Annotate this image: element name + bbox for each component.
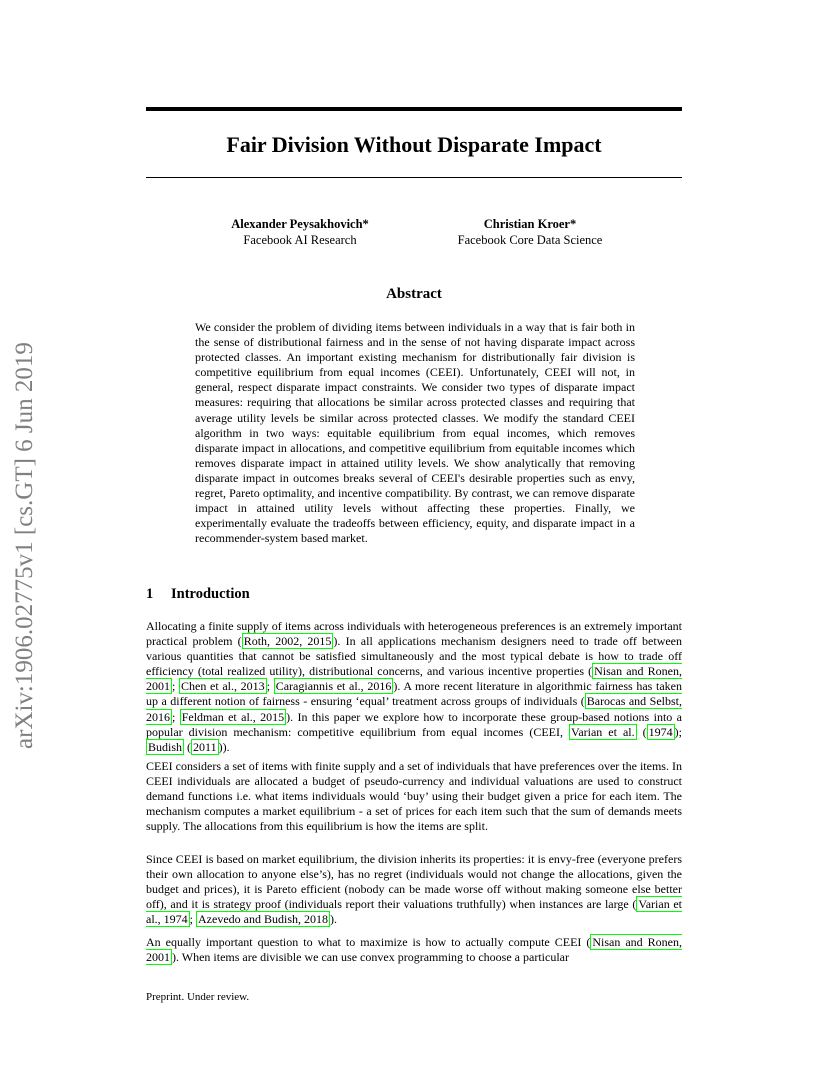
abstract-heading: Abstract: [386, 286, 442, 302]
text-run: Since CEEI is based on market equilibrium, the division inherits its properties: it is envy-free (everyone prefers their own allocation to anyone else’s), has no regret (individuals would not change the allocations, given the budget and prices), it is Pareto efficient (nobody can be made worse off without making someone else better off), and it is strategy proof (individuals report their valuations truthfully) when instances are large (: [146, 852, 682, 912]
citation-link[interactable]: Nisan and Ronen, 2001: [146, 935, 682, 965]
author-block-1: [200, 216, 400, 248]
section-heading: [146, 584, 682, 604]
citation-link[interactable]: Varian et al.: [570, 724, 635, 739]
text-run: ). A more recent literature in algorithmic fairness has taken up a different notion of fairness - ensuring ‘equal’ treatment across groups of individuals (: [146, 679, 683, 709]
paper-title: Fair Division Without Disparate Impact: [226, 132, 602, 157]
citation-link[interactable]: 1974: [648, 724, 673, 739]
author-affiliation: Facebook Core Data Science: [457, 233, 603, 247]
arxiv-identifier-text: arXiv:1906.02775v1 [cs.GT] 6 Jun 2019: [11, 342, 38, 749]
citation-link[interactable]: Budish: [148, 739, 183, 754]
citation-link[interactable]: Barocas and Selbst, 2016: [146, 694, 682, 724]
text-run: An equally important question to what to maximize is how to actually compute CEEI (: [146, 935, 591, 949]
footer-note: Preprint. Under review.: [146, 991, 250, 1003]
arxiv-identifier: [4, 297, 46, 749]
intro-paragraph-3: [146, 852, 682, 927]
intro-paragraph-1: [146, 619, 682, 755]
text-run: (: [184, 739, 192, 754]
text-run: ;: [189, 912, 197, 927]
citation-link[interactable]: Chen et al., 2013: [181, 679, 265, 694]
abstract-text: We consider the problem of dividing items between individuals in a way that is fair both in the sense of distributional fairness and in the sense of not having disparate impact across protected classes. An important existing mechanism for distributionally fair division is competitive equilibrium from equal incomes (CEEI). Unfortunately, CEEI will not, in general, respect disparate impact constraints. We consider two types of disparate impact measures: requiring that allocations be similar across protected classes and requiring that average utility levels be similar across protected classes. We modify the standard CEEI algorithm in two ways: equitable equilibrium from equal incomes, which removes disparate impact in allocations, and competitive equilibrium from equitable incomes which removes disparate impact in attained utility levels. We show analytically that removing disparate impact in outcomes breaks several of CEEI's desirable properties such as envy, regret, Pareto optimality, and incentive compatibility. By contrast, we can remove disparate impact in attained utility levels without affecting these properties. Finally, we experimentally evaluate the tradeoffs between efficiency, equity, and disparate impact in a recommender-system based market.: [195, 320, 635, 546]
citation-link[interactable]: Roth, 2002, 2015: [243, 634, 332, 649]
section-title: Introduction: [171, 586, 250, 602]
citation-link[interactable]: Varian et al., 1974: [146, 897, 682, 927]
text-run: ;: [172, 709, 180, 724]
author-name: Alexander Peysakhovich*: [231, 217, 369, 231]
text-run: ). In all applications mechanism designers need to trade off between various quantities that cannot be satisfied simultaneously and the most typical debate is how to trade off efficiency (total realized utility), distributional concerns, and various incentive properties (: [146, 634, 683, 679]
intro-paragraph-4: [146, 935, 682, 965]
text-run: Allocating a finite supply of items across individuals with heterogeneous preferences is an extremely important practical problem (: [146, 619, 682, 649]
citation-link[interactable]: Caragiannis et al., 2016: [275, 679, 392, 694]
intro-paragraph-2: CEEI considers a set of items with finite supply and a set of individuals that have preferences over the items. In CEEI individuals are allocated a budget of pseudo-currency and individual valuations are used to construct demand functions i.e. what items individuals would ‘buy’ using their budget given a price for each item. The mechanism computes a market equilibrium - a set of prices for each item such that the sum of demands meets supply. The allocations from this equilibrium is how the items are split.: [146, 759, 682, 834]
text-run: ).: [330, 912, 337, 927]
title-rule-bottom: [146, 177, 682, 178]
text-run: ). In this paper we explore how to incorporate these group-based notions into a popular division mechanism: competitive equilibrium from equal incomes (CEEI,: [146, 709, 682, 739]
text-run: (: [636, 724, 647, 739]
citation-link[interactable]: Feldman et al., 2015: [181, 709, 285, 724]
text-run: ). When items are divisible we can use convex programming to choose a particular: [172, 950, 569, 965]
text-run: ;: [266, 679, 274, 694]
author-block-2: [430, 216, 630, 248]
section-number: 1: [146, 586, 154, 602]
citation-link[interactable]: Nisan and Ronen, 2001: [146, 664, 682, 694]
author-affiliation: Facebook AI Research: [243, 233, 357, 247]
text-run: ;: [172, 679, 180, 694]
citation-link[interactable]: 2011: [193, 739, 217, 754]
citation-link[interactable]: Azevedo and Budish, 2018: [198, 912, 328, 927]
author-name: Christian Kroer*: [483, 217, 577, 231]
text-run: );: [674, 724, 682, 739]
text-run: )).: [218, 739, 230, 754]
title-rule-top: [146, 107, 682, 111]
